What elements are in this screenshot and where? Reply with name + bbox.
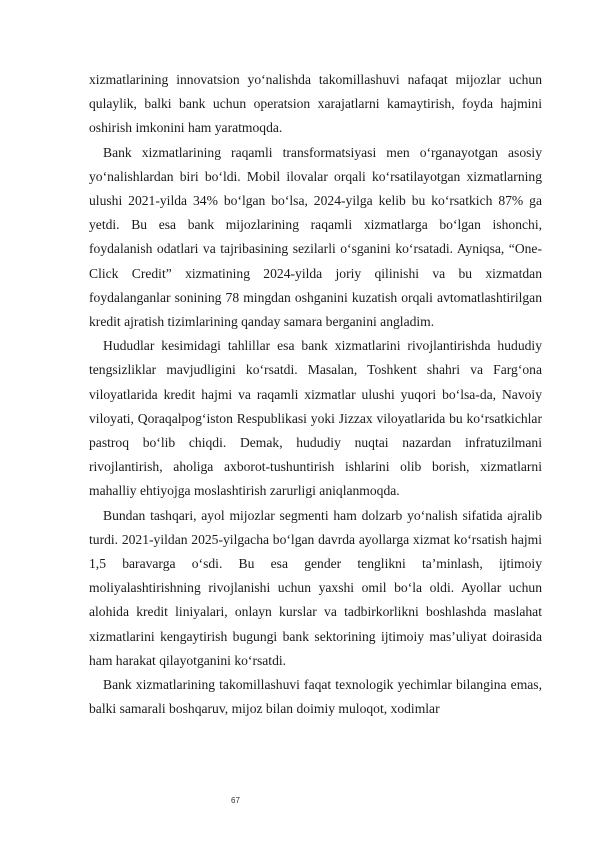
body-text [89,68,542,721]
paragraph-regional-analysis: Hududlar kesimidagi tahlillar esa bank xizmatlarini rivojlantirishda hududiy tengsizliklar mavjudligini ko‘rsatdi. Masalan, Toshkent shahri va Farg‘ona viloyatlarida kredit hajmi va raqamli xizmatlar ulushi yuqori bo‘lsa-da, Navoiy viloyati, Qoraqalpog‘iston Respublikasi yoki Jizzax viloyatlarida bu ko‘rsatkichlar pastroq bo‘lib chiqdi. Demak, hududiy nuqtai nazardan infratuzilmani rivojlantirish, aholiga axborot-tushuntirish ishlarini olib borish, xizmatlarni mahalliy ehtiyojga moslashtirish zarurligi aniqlanmoqda. [89,338,542,499]
page-number: 67 [231,796,240,805]
paragraph-improvement: Bank xizmatlarining takomillashuvi faqat texnologik yechimlar bilangina emas, balki samarali boshqaruv, mijoz bilan doimiy muloqot, xodimlar [89,677,542,717]
paragraph-continuation: xizmatlarining innovatsion yo‘nalishda takomillashuvi nafaqat mijozlar uchun qulaylik, balki bank uchun operatsion xarajatlarni kamaytirish, foyda hajmini oshirish imkonini ham yaratmoqda. [89,72,542,136]
paragraph-digital-transformation: Bank xizmatlarining raqamli transformatsiyasi men o‘rganayotgan asosiy yo‘nalishlardan biri bo‘ldi. Mobil ilovalar orqali ko‘rsatilayotgan xizmatlarning ulushi 2021-yilda 34% bo‘lgan bo‘lsa, 2024-yilga kelib bu ko‘rsatkich 87% ga yetdi. Bu esa bank mijozlarining raqamli xizmatlarga bo‘lgan ishonchi, foydalanish odatlari va tajribasining sezilarli o‘sganini ko‘rsatadi. Ayniqsa, “One-Click Credit” xizmatining 2024-yilda joriy qilinishi va bu xizmatdan foydalanganlar sonining 78 mingdan oshganini kuzatish orqali avtomatlashtirilgan kredit ajratish tizimlarining qanday samara berganini angladim. [89,144,542,330]
paragraph-women-segment: Bundan tashqari, ayol mijozlar segmenti ham dolzarb yo‘nalish sifatida ajralib turdi. 2021-yildan 2025-yilgacha bo‘lgan davrda ayollarga xizmat ko‘rsatish hajmi 1,5 baravarga o‘sdi. Bu esa gender tenglikni ta’minlash, ijtimoiy moliyalashtirishning rivojlanishi uchun yaxshi omil bo‘la oldi. Ayollar uchun alohida kredit liniyalari, onlayn kurslar va tadbirkorlikni boshlashda maslahat xizmatlarini kengaytirish bugungi bank sektorining ijtimoiy mas’uliyat doirasida ham harakat qilayotganini ko‘rsatdi. [89,507,542,668]
